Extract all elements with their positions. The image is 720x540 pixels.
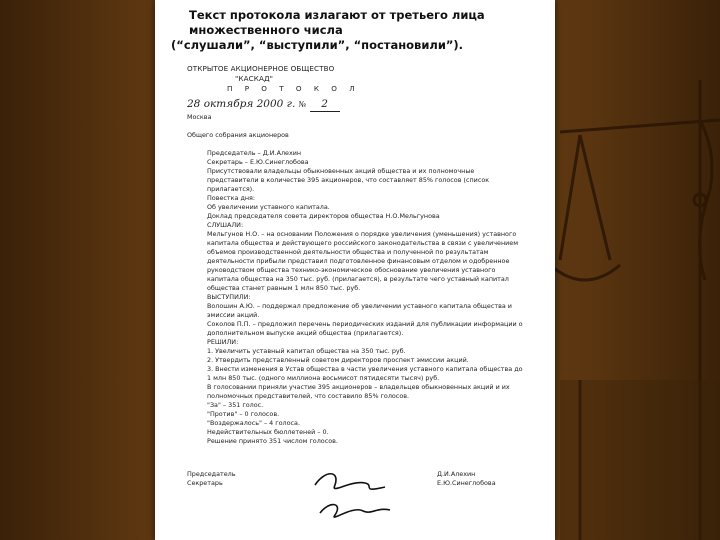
date-line [187,98,527,112]
sig-chair-label: Председатель [187,470,236,478]
attendance: Присутствовали владельцы обыкновенных акций общества и их полномочные представители в количестве 395 акционеров, что составляет 85% голосов (список прилагается). [207,167,490,193]
decision-result: Решение принято 351 числом голосов. [207,437,338,445]
heading-line2: (“слушали”, “выступили”, “постановили”). [171,38,464,52]
listened-label: СЛУШАЛИ: [207,221,244,229]
speaker-entry: Соколов П.П. – предложил перечень периодических изданий для публикации информации о дополнительном выпуске акций общества (прилагается). [207,320,523,337]
city: Москва [187,113,212,121]
heading-line1: Текст протокола излагают от третьего лица множественного числа [189,8,485,37]
protocol-number: 2 [310,98,340,112]
secretary: Секретарь – Е.Ю.Синеглобова [207,158,309,166]
sig-secretary-label: Секретарь [187,479,223,487]
vote-summary: В голосовании приняли участие 395 акционеров – владельцев обыкновенных акций и их полномочных представителей, что составило 85% голосов. [207,383,510,400]
vote-against: "Против" – 0 голосов. [207,410,280,418]
listened-text: Мельгунов Н.О. – на основании Положения о порядке увеличения (уменьшения) уставного капитала общества и действующего российского законодательства в связи с увеличением объемов производственной деятельности общества и полученной по результатам деятельности прибыли представил подготовленное финансовым отделом и одобренное руководством общества технико-экономическое обоснование увеличения уставного капитала общества на 350 тыс. руб. (прилагается), в результате чего уставный капитал общества станет равным 1 млн 850 тыс. руб. [207,230,519,292]
invalid-ballots: Недействительных бюллетеней – 0. [207,428,329,436]
vote-for: "За" – 351 голос. [207,401,264,409]
protocol-date: 28 октября 2000 г. [187,98,296,110]
sig-chair-name: Д.И.Алехин [437,470,476,478]
spoke-label: ВЫСТУПИЛИ: [207,293,251,301]
document-body [187,64,527,446]
decision-item: 2. Утвердить представленный советом директоров проспект эмиссии акций. [207,356,469,364]
scales-decoration [550,80,720,540]
decision-item: 3. Внести изменения в Устав общества в части увеличения уставного капитала общества до 1 млн 850 тыс. (одного миллиона восьмисот пятидесяти тысяч) руб. [207,365,523,382]
agenda-item: Доклад председателя совета директоров общества Н.О.Мельгунова [207,212,440,220]
vote-abstain: "Воздержалось" – 4 голоса. [207,419,301,427]
meeting-title: Общего собрания акционеров [187,131,289,139]
chair: Председатель – Д.И.Алехин [207,149,302,157]
protocol-document [155,0,555,540]
slide-heading [171,8,551,53]
agenda-label: Повестка дня: [207,194,256,202]
decision-item: 1. Увеличить уставный капитал общества на 350 тыс. руб. [207,347,406,355]
sig-secretary-name: Е.Ю.Синеглобова [437,479,496,487]
org-line2: "КАСКАД" [235,74,274,83]
org-line1: ОТКРЫТОЕ АКЦИОНЕРНОЕ ОБЩЕСТВО [187,64,335,73]
organization-name [187,64,527,94]
number-label: № [298,100,307,109]
agenda-item: Об увеличении уставного капитала. [207,203,330,211]
signatures [187,470,527,488]
speaker-entry: Волошин А.Ю. – поддержал предложение об увеличении уставного капитала общества и эмиссии акций. [207,302,512,319]
protocol-title: П Р О Т О К О Л [227,84,360,93]
decided-label: РЕШИЛИ: [207,338,239,346]
